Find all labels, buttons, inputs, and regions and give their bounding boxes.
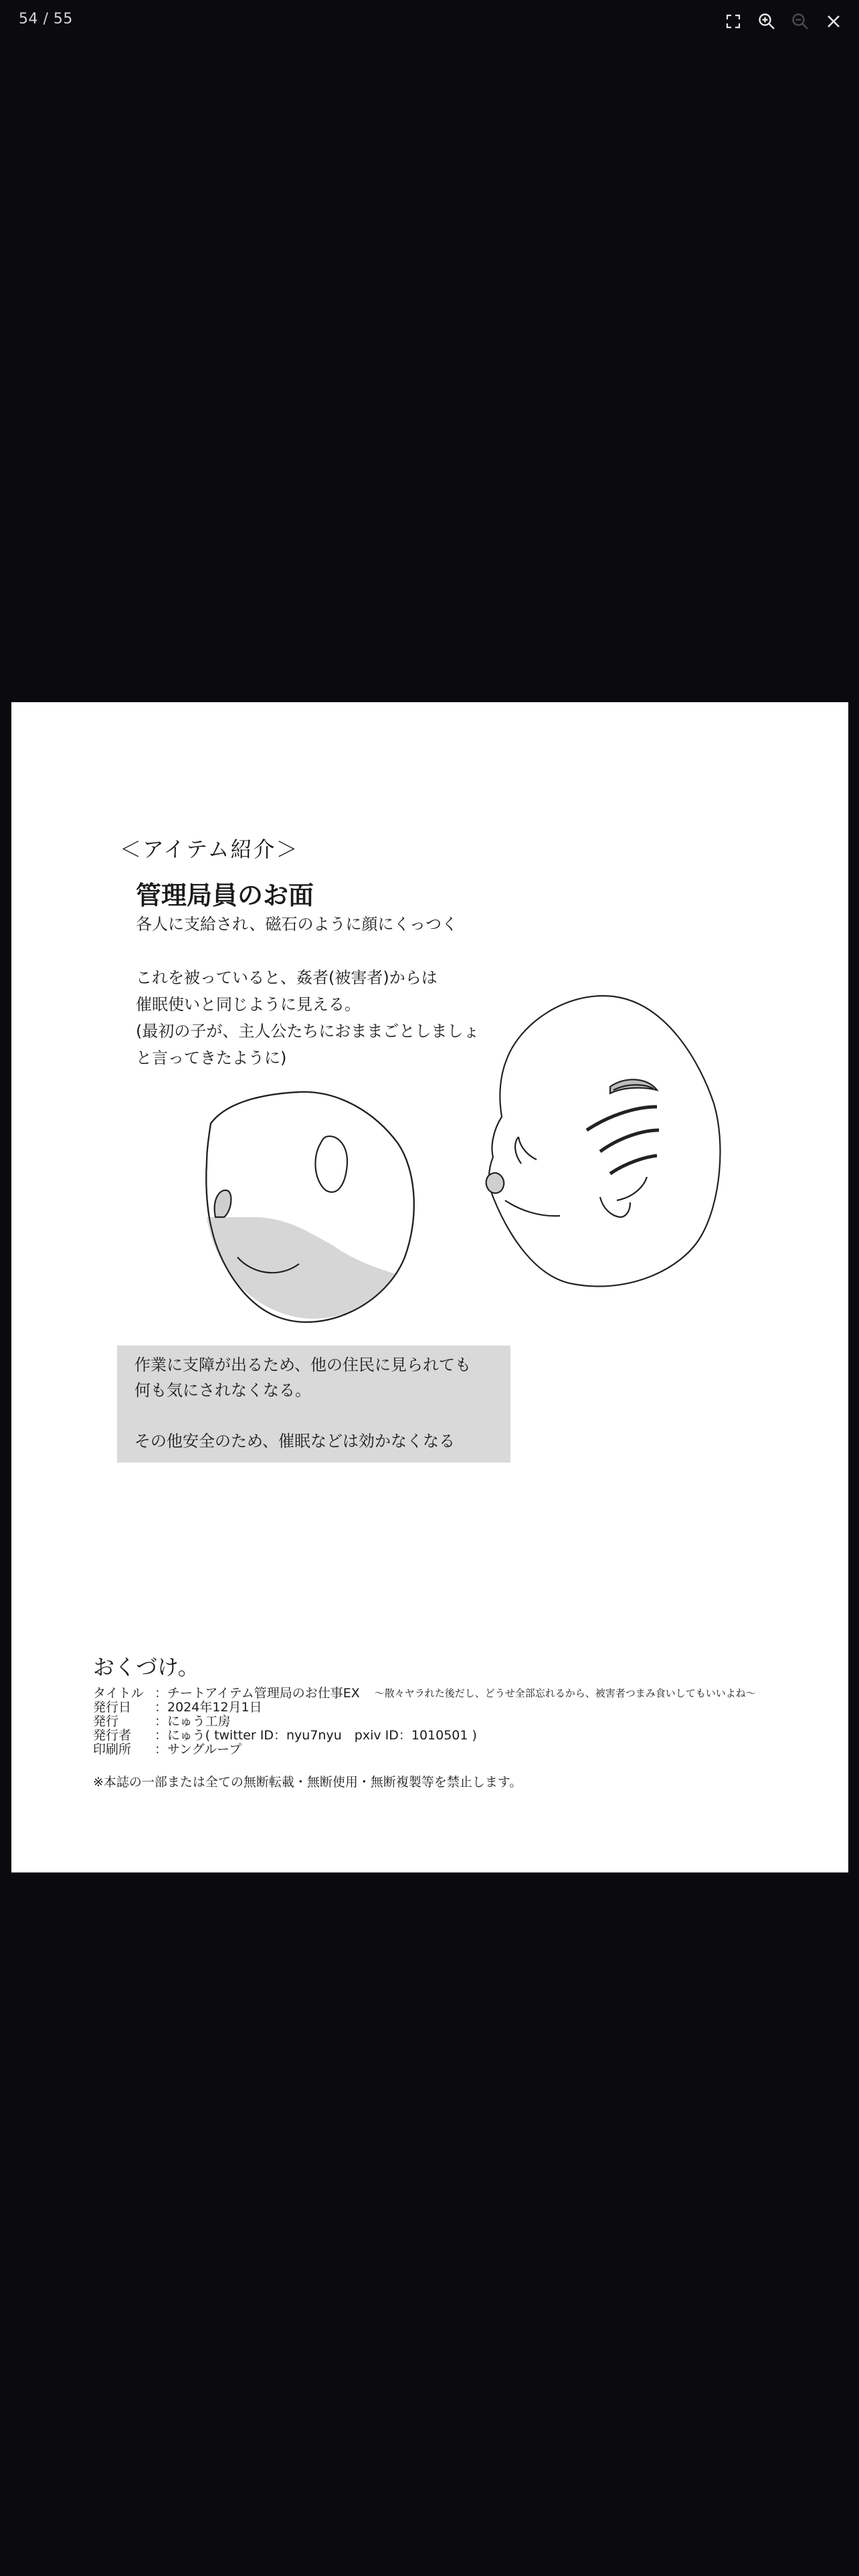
manga-page — [11, 702, 848, 1872]
page-counter: 54 / 55 — [19, 11, 73, 27]
fox-mask-drawing — [486, 996, 721, 1286]
colophon-value: ：にゅう( twitter ID：nyu7nyu pxiv ID：1010501 ) — [155, 1728, 477, 1743]
zoom-out-button[interactable] — [785, 7, 815, 36]
fullscreen-button[interactable] — [719, 7, 748, 36]
zoom-out-icon — [791, 12, 809, 31]
colophon-key: 印刷所 — [93, 1742, 132, 1757]
colophon-value: ：2024年12月1日 — [155, 1700, 262, 1715]
colophon-row-date — [93, 1701, 756, 1715]
colophon-row-printer — [93, 1743, 756, 1757]
close-icon — [826, 13, 842, 29]
zoom-in-button[interactable] — [752, 7, 781, 36]
colophon-key: 発行 — [93, 1714, 119, 1729]
colophon-row-publisher — [93, 1715, 756, 1729]
colophon-table — [93, 1687, 756, 1757]
fullscreen-icon — [725, 13, 741, 29]
item-description: 各人に支給され、磁石のように顔にくっつく これを被っていると、姦者(被害者)からは 催眠使いと同じように見える。 (最初の子が、主人公たちにおままごとしましょ と言ってきたように) — [136, 915, 480, 1067]
colophon-row-author — [93, 1729, 756, 1743]
colophon-value: ：にゅう工房 — [155, 1714, 231, 1729]
round-mask-drawing — [206, 1092, 414, 1322]
close-button[interactable] — [819, 7, 848, 36]
colophon-value: ：サングループ — [155, 1742, 242, 1757]
item-section-heading: ＜アイテム紹介＞ — [120, 837, 299, 862]
copyright-notice: ※本誌の一部または全ての無断転載・無断使用・無断複製等を禁止します。 — [93, 1775, 522, 1790]
colophon-title: おくづけ。 — [93, 1654, 199, 1680]
colophon-value: ：チートアイテム管理局のお仕事EX — [155, 1686, 360, 1701]
note-text: 作業に支障が出るため、他の住民に見られても 何も気にされなくなる。 その他安全のため、催眠などは効かなくなる — [134, 1356, 472, 1451]
colophon-key: 発行日 — [93, 1700, 132, 1715]
colophon-row-title — [93, 1687, 756, 1701]
zoom-in-icon — [757, 12, 776, 31]
item-title: 管理局員のお面 — [136, 881, 314, 910]
colophon-key: タイトル — [93, 1686, 144, 1701]
viewer-toolbar — [719, 7, 848, 36]
colophon-subtitle: ～散々ヤラれた後だし、どうせ全部忘れるから、被害者つまみ食いしてもいいよね～ — [374, 1687, 756, 1699]
note-box — [117, 1346, 510, 1463]
colophon-key: 発行者 — [93, 1728, 132, 1743]
